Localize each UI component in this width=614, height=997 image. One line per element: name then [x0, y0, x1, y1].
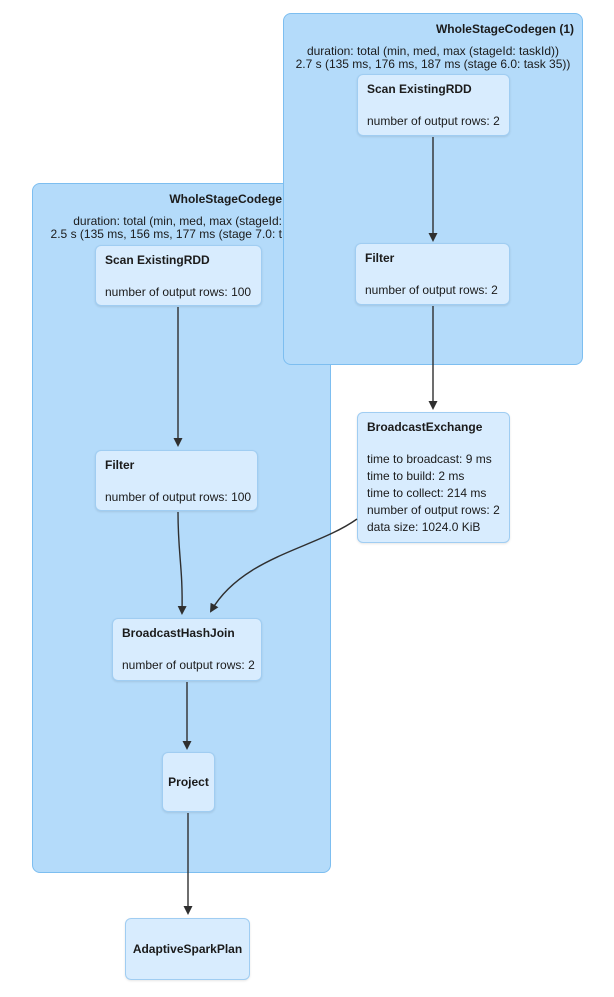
node-scan-existingrdd-2: [95, 245, 262, 306]
metric-time-to-build: time to build: 2 ms: [367, 469, 465, 483]
node-filter-1: [355, 243, 510, 305]
metric-time-to-collect: time to collect: 214 ms: [367, 486, 487, 500]
node-metrics: [105, 284, 252, 301]
node-metrics: [105, 489, 252, 506]
cluster-title: WholeStageCodege: [169, 192, 282, 206]
duration-line-1: duration: total (min, med, max (stageId: taskId)): [306, 44, 560, 58]
node-title: Project: [168, 775, 209, 789]
node-adaptive-spark-plan: [125, 918, 250, 980]
node-metrics: [122, 657, 255, 674]
cluster-duration: [284, 45, 582, 71]
metric-time-to-broadcast: time to broadcast: 9 ms: [367, 452, 492, 466]
node-title: Scan ExistingRDD: [367, 82, 472, 96]
node-metrics: [365, 282, 500, 299]
duration-line-2: 2.5 s (135 ms, 156 ms, 177 ms (stage 7.0: t: [50, 227, 282, 241]
metric-output-rows: number of output rows: 2: [122, 658, 255, 672]
node-filter-2: [95, 450, 258, 511]
metric-output-rows: number of output rows: 2: [365, 283, 498, 297]
node-title: AdaptiveSparkPlan: [132, 942, 243, 956]
metric-output-rows: number of output rows: 2: [367, 114, 500, 128]
node-scan-existingrdd-1: [357, 74, 510, 136]
metric-output-rows: number of output rows: 2: [367, 503, 500, 517]
node-project: [162, 752, 215, 812]
duration-line-1: duration: total (min, med, max (stageId:: [73, 214, 282, 228]
node-title: Filter: [105, 458, 135, 472]
node-broadcast-hash-join: [112, 618, 262, 681]
node-metrics: [367, 113, 500, 130]
node-title: Scan ExistingRDD: [105, 253, 210, 267]
node-broadcast-exchange: [357, 412, 510, 543]
metric-output-rows: number of output rows: 100: [105, 490, 252, 504]
metric-data-size: data size: 1024.0 KiB: [367, 520, 481, 534]
cluster-title: WholeStageCodegen (1): [435, 22, 574, 36]
node-title: BroadcastExchange: [367, 420, 483, 434]
node-metrics: [367, 451, 500, 536]
node-title: Filter: [365, 251, 395, 265]
duration-line-2: 2.7 s (135 ms, 176 ms, 187 ms (stage 6.0: task 35)): [295, 57, 571, 71]
metric-output-rows: number of output rows: 100: [105, 285, 252, 299]
node-title: BroadcastHashJoin: [122, 626, 235, 640]
cluster-wholestagecodegen-1: [283, 13, 583, 365]
